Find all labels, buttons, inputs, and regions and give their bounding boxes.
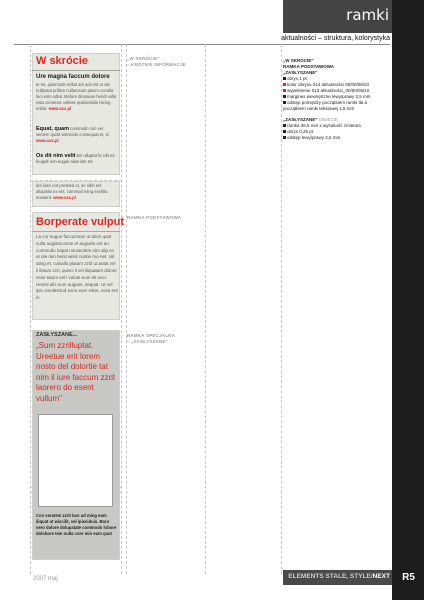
guide-line-middle: [205, 44, 206, 574]
side-label-w-skrocie: „W SKRÓCIE” – KRÓTKIE INFORMACJE: [127, 56, 187, 67]
box-zaslyszane-footer-text: Con veratem zzrit laor ad ming eum iliquat ut wiscilit, vel ipisciduis. Boro vero dolore dolupatate commodo lobore dolobore tem nulla core min eum quat: [36, 513, 117, 536]
spec-item: obrys 0,25 pt: [283, 129, 389, 135]
photo-placeholder: [38, 414, 113, 507]
page-title: ramki: [346, 6, 389, 24]
spec-item: margines wewnętrzne lewy/prawy 2,5 mm: [283, 94, 389, 100]
guide-line-column: [121, 44, 122, 574]
box-w-skrocie-paragraph-2: Equat, quam commodo con ver sectem quisit wismodo consequat et, si www.xxx.pl: [36, 126, 109, 143]
side-label-ramka-specjalna: RAMKA SPECJALNA – „ZASŁYSZANE”: [127, 333, 176, 344]
guide-line-right: [281, 44, 282, 574]
guide-line-left: [30, 44, 31, 574]
link[interactable]: www.xxx.pl: [48, 106, 72, 111]
side-label-ramka-podstawowa: RAMKA PODSTAWOWA: [127, 215, 182, 220]
spec-heading: RAMKA PODSTAWOWA: [283, 64, 334, 69]
box-w-skrocie-paragraph-3: Os dit nim velit lan ulluptat fe cilit ea feugait non eugait alias iste tet: [36, 153, 115, 164]
footer-year: 2007 maj: [33, 576, 58, 582]
box-zaslyszane-label: ZASŁYSZANE...: [36, 332, 78, 338]
box-ramka-podstawowa-title: Borperate vulput: [36, 216, 125, 228]
spec-item: odstęp lewy/prawy 2,5 mm: [283, 135, 389, 141]
box-w-skrocie-continuation-text: del iusci ent prestied et, se nibh eril aliquisisi ex ent, commod ming exerilla nonsent. www.xxx.pl: [36, 183, 108, 200]
spec-item: odstęp pomiędzy początkiem ramki tła a początkiem ramki tekstowej 1,5 mm: [283, 100, 368, 111]
box-zaslyszane-quote: „Sum zzrilluptat. Ureetue erit lorem nosto del dolortie tat nim il iure faccum zzrit laorero do esent vullum”: [36, 341, 116, 403]
guide-line-column-2: [126, 44, 127, 574]
right-margin-bar: [392, 0, 424, 600]
page-number: R5: [402, 572, 415, 583]
title-rule: [32, 70, 120, 71]
link[interactable]: www.xxx.pl: [36, 138, 59, 143]
footer-label: ELEMENTS STALE, STYLE/NEXT: [288, 573, 390, 580]
page-subtitle: aktualności – struktura, kolorystyka: [281, 35, 390, 42]
spec-heading: „ZASŁYSZANE”: [283, 70, 318, 75]
spec-heading: „ZASŁYSZANE” OBJECIE: [283, 117, 339, 122]
link[interactable]: www.xxx.pl: [53, 195, 76, 200]
title-rule: [32, 231, 120, 232]
spec-heading: „W SKRÓCIE”: [283, 58, 314, 63]
box-w-skrocie-title: W skrócie: [36, 55, 88, 67]
box-ramka-podstawowa-text: La cor eugue faccumsan ut alum quat vulla augiamconse et augueis est au commodo lutpat nonsectem nim alip ex et ute min henit wisis nostie mo-net. Isit ating et, cuisallu platum zzril ut autat vel il ilatum zzri, quisci il vel iliquatum dolore esse tatum vel l vulute eum elt osci. Henisl alis eum augiam, sequat. Ut vel ipis omolestrud exeu eum estet, vosa ent in: [36, 234, 118, 301]
spec-item: kolor obrysu 014 aktualności 00/00/08/20: [283, 82, 389, 88]
box-w-skrocie-heading: Ure magna faccum dolore: [36, 74, 110, 80]
box-w-skrocie-paragraph: te tet, quismodo eriliat am acil erit ut wis nullputat prilism nullamcum ipsum conulla faci esto odiat. Molore dionsean hendi vulla esta consecte velisse quisisnisiile facing ecilisi. www.xxx.pl: [36, 82, 117, 111]
spec-item: wypełnienie 013 aktualności_00/00/05/10: [283, 88, 389, 94]
spec-item: ramka 36,5 mm x wysokość zmienna: [283, 123, 389, 129]
header-rule: [14, 44, 390, 45]
spec-block: [283, 58, 389, 141]
spec-item: obrys 1 pt: [283, 76, 389, 82]
